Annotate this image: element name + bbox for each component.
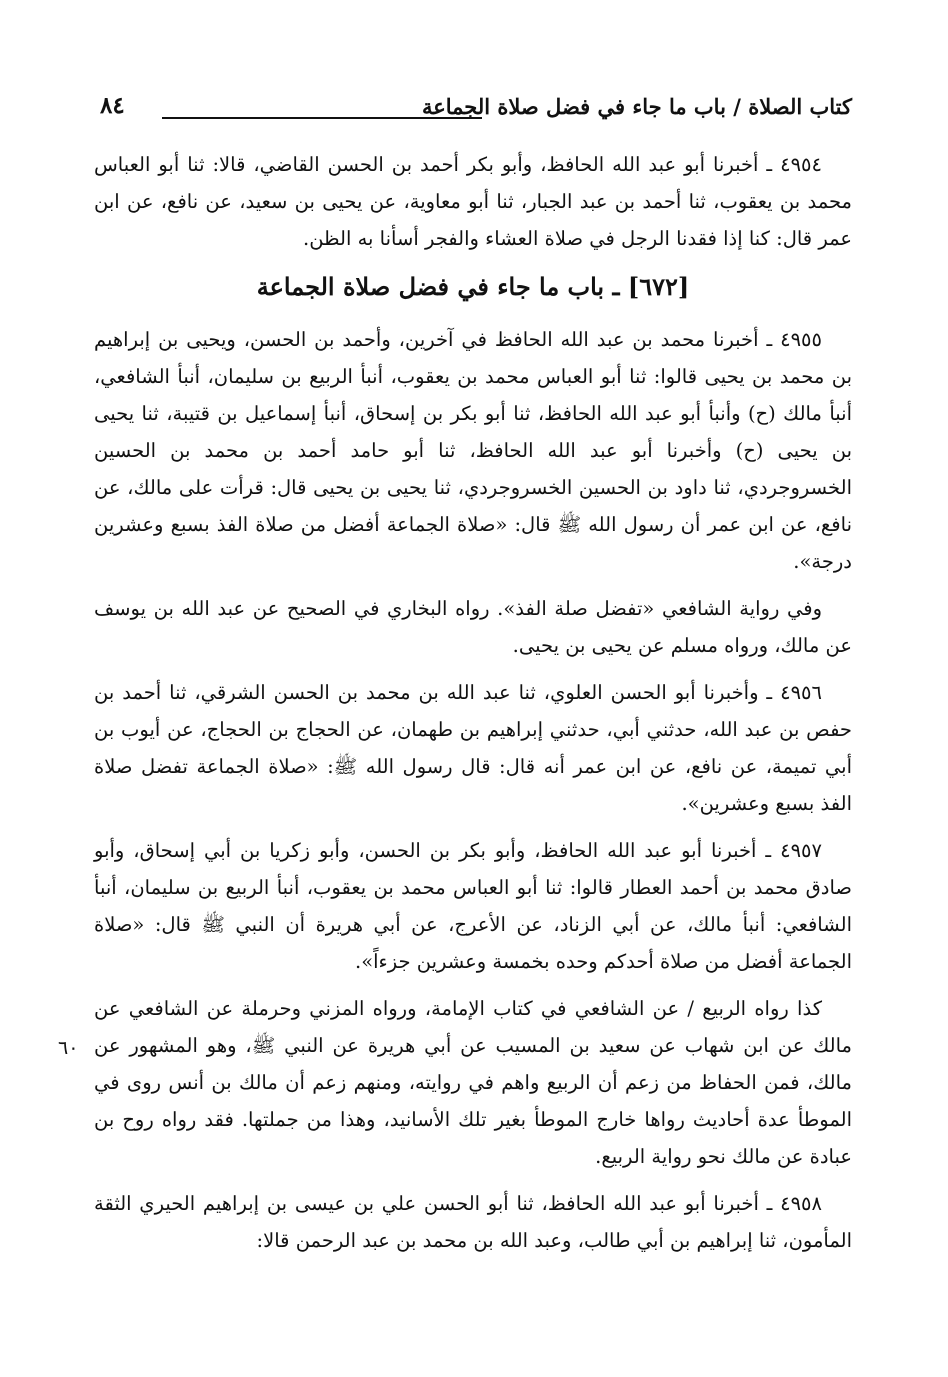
page-content [94, 146, 852, 1269]
header-title: كتاب الصلاة / باب ما جاء في فضل صلاة الجماعة [421, 94, 852, 119]
header-rule [162, 117, 482, 119]
hadith-4955: ٤٩٥٥ ـ أخبرنا محمد بن عبد الله الحافظ في آخرين، وأحمد بن الحسن، ويحيى بن إبراهيم بن محمد بن يحيى قالوا: ثنا أبو العباس محمد بن يعقوب، أنبأ الربيع بن سليمان، أنبأ الشافعي، أنبأ مالك (ح) وأنبأ أبو عبد الله الحافظ، ثنا أبو بكر بن إسحاق، أنبأ إسماعيل بن قتيبة، ثنا يحيى بن يحيى (ح) وأخبرنا أبو عبد الله الحافظ، ثنا أبو حامد أحمد بن محمد بن الحسين الخسروجردي، ثنا داود بن الحسين الخسروجردي، ثنا يحيى بن يحيى قال: قرأت على مالك، عن نافع، عن ابن عمر أن رسول الله ﷺ قال: «صلاة الجماعة أفضل من صلاة الفذ بسبع وعشرين درجة». [94, 328, 852, 573]
commentary-shafii: وفي رواية الشافعي «تفضل صلة الفذ». رواه البخاري في الصحيح عن عبد الله بن يوسف عن مالك، ورواه مسلم عن يحيى بن يحيى. [94, 597, 852, 657]
hadith-4957: ٤٩٥٧ ـ أخبرنا أبو عبد الله الحافظ، وأبو بكر بن الحسن، وأبو زكريا بن أبي إسحاق، وأبو صادق محمد بن أحمد العطار قالوا: ثنا أبو العباس محمد بن يعقوب، أنبأ الربيع بن سليمان، أنبأ الشافعي: أنبأ مالك، عن أبي الزناد، عن الأعرج، عن أبي هريرة أن النبي ﷺ قال: «صلاة الجماعة أفضل من صلاة أحدكم وحده بخمسة وعشرين جزءاً». [94, 839, 852, 973]
hadith-4956: ٤٩٥٦ ـ وأخبرنا أبو الحسن العلوي، ثنا عبد الله بن محمد بن الحسن الشرقي، ثنا أحمد بن حفص بن عبد الله، حدثني أبي، حدثني إبراهيم بن طهمان، عن الحجاج بن الحجاج، عن أيوب بن أبي تميمة، عن نافع، عن ابن عمر أنه قال: قال رسول الله ﷺ: «صلاة الجماعة تفضل صلاة الفذ بسبع وعشرين». [94, 681, 852, 815]
running-header [100, 90, 852, 130]
margin-note: ٦٠ [58, 1037, 79, 1059]
chapter-heading: [٦٧٢] ـ باب ما جاء في فضل صلاة الجماعة [256, 272, 690, 301]
commentary-rabi: كذا رواه الربيع / عن الشافعي في كتاب الإمامة، ورواه المزني وحرملة عن الشافعي عن مالك عن ابن شهاب عن سعيد بن المسيب عن أبي هريرة عن النبي ﷺ، وهو المشهور عن مالك، فمن الحفاظ من زعم أن الربيع واهم في روايته، ومنهم زعم أن مالك بن أنس روى في الموطأ عدة أحاديث رواها خارج الموطأ بغير تلك الأسانيد، وهذا من جملتها. فقد رواه روح بن عبادة عن مالك نحو رواية الربيع. [94, 997, 852, 1168]
hadith-4958: ٤٩٥٨ ـ أخبرنا أبو عبد الله الحافظ، ثنا أبو الحسن علي بن عيسى بن إبراهيم الحيري الثقة المأمون، ثنا إبراهيم بن أبي طالب، وعبد الله بن محمد بن عبد الرحمن قالا: [94, 1192, 852, 1252]
hadith-4954: ٤٩٥٤ ـ أخبرنا أبو عبد الله الحافظ، وأبو بكر أحمد بن الحسن القاضي، قالا: ثنا أبو العباس محمد بن يعقوب، ثنا أحمد بن عبد الجبار، ثنا أبو معاوية، عن يحيى بن سعيد، عن نافع، عن ابن عمر قال: كنا إذا فقدنا الرجل في صلاة العشاء والفجر أسأنا به الظن. [94, 153, 852, 250]
page-number: ٨٤ [100, 92, 125, 119]
